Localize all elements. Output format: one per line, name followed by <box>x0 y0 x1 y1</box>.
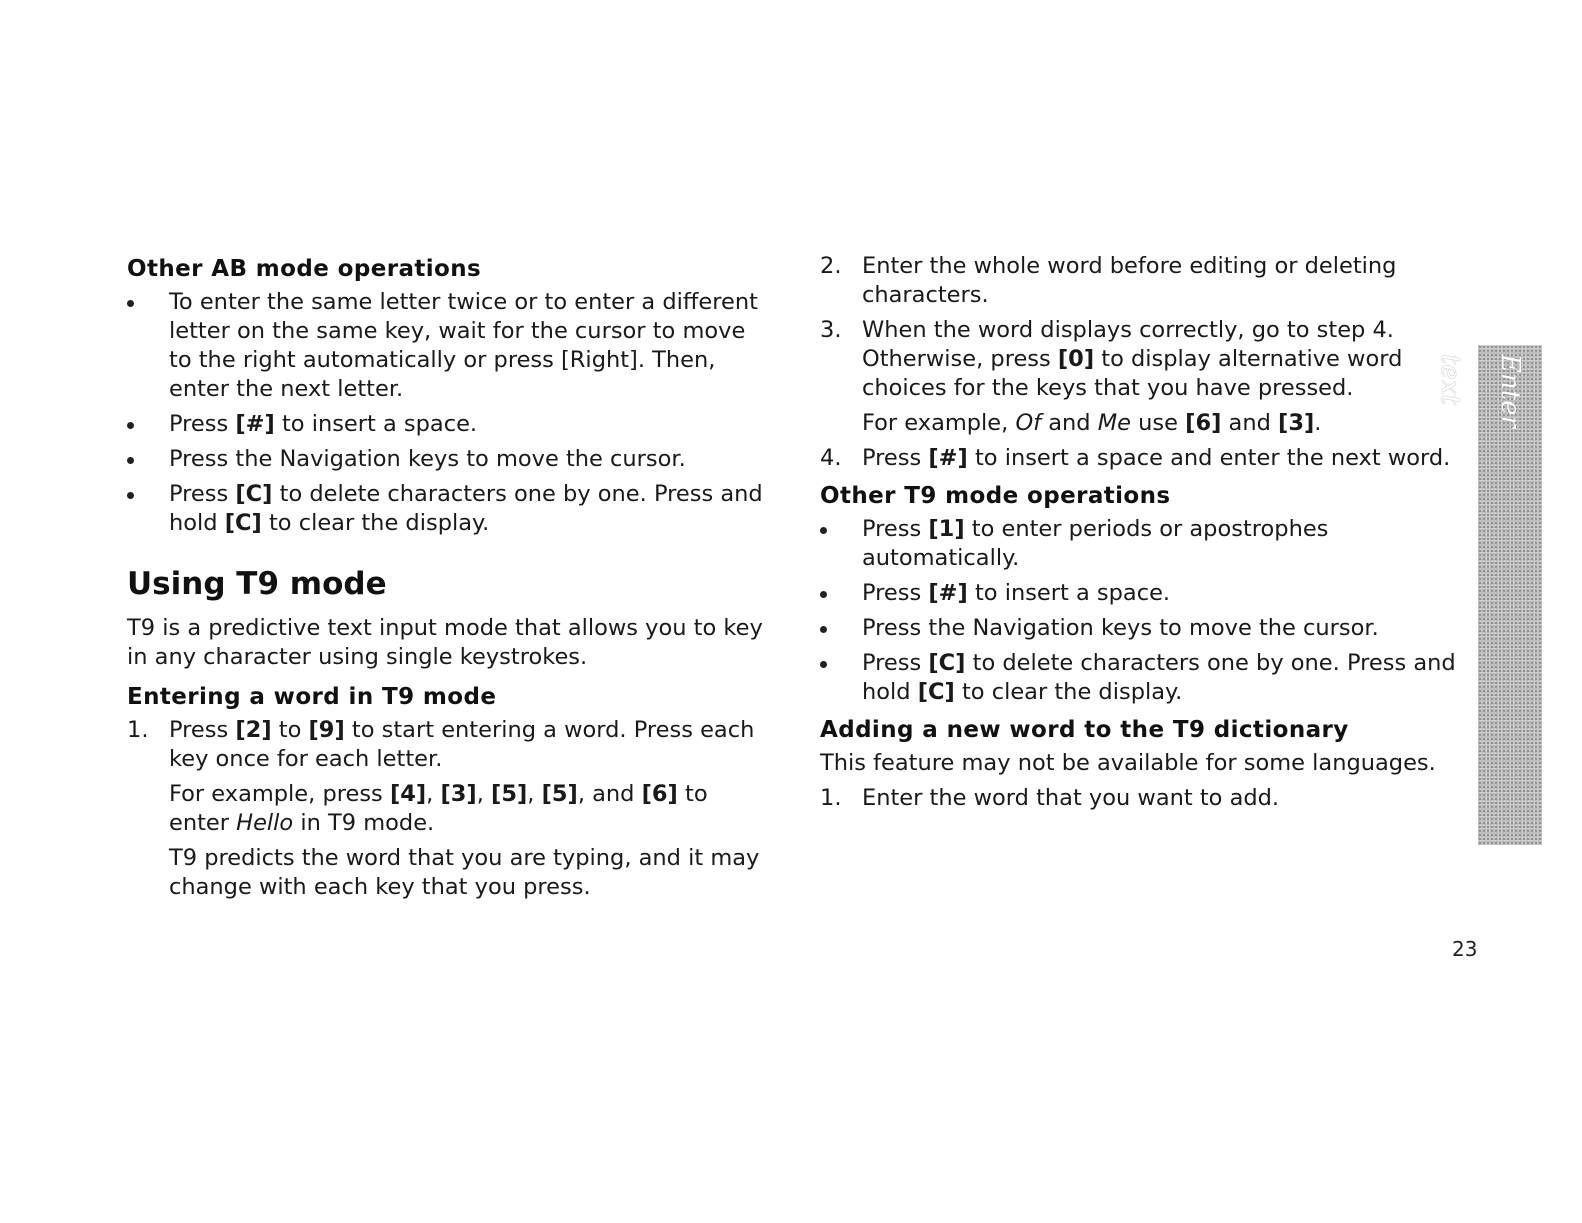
example-text: For example, <box>862 410 1016 436</box>
step-text: to <box>271 717 309 743</box>
step-example <box>169 780 767 838</box>
bullet-icon <box>127 492 134 499</box>
key-4: [4] <box>389 781 427 807</box>
list-item <box>820 784 1460 813</box>
key-0: [0] <box>1057 346 1095 372</box>
step-text: Enter the whole word before editing or deleting characters. <box>862 253 1397 308</box>
t9-ops-heading: Other T9 mode operations <box>820 483 1171 509</box>
t9-intro: T9 is a predictive text input mode that allows you to key in any character using single keystrokes. <box>127 615 763 670</box>
list-item <box>127 480 767 538</box>
key-hash: [#] <box>928 445 968 471</box>
list-item <box>820 252 1460 310</box>
key-5: [5] <box>491 781 528 807</box>
bullet-icon <box>820 527 827 534</box>
bullet-icon <box>820 626 827 633</box>
example-text: , <box>476 781 492 807</box>
dictionary-steps <box>820 784 1460 813</box>
bullet-text: to delete characters one by one. Press and hold <box>169 481 763 536</box>
key-c: [C] <box>235 481 273 507</box>
example-word: Me <box>1097 410 1132 436</box>
example-text: , and <box>577 781 642 807</box>
step-number: 2. <box>820 253 842 279</box>
step-text: to display alternative word choices for the keys that you have pressed. <box>862 346 1403 401</box>
key-c: [C] <box>917 679 955 705</box>
bullet-text: to delete characters one by one. Press and hold <box>862 650 1456 705</box>
step-text: to insert a space and enter the next word. <box>967 445 1451 471</box>
dictionary-note: This feature may not be available for some languages. <box>820 750 1436 776</box>
chapter-tab-label: Enter text <box>1435 354 1525 428</box>
entering-steps <box>127 716 767 902</box>
step-number: 1. <box>127 717 149 743</box>
bullet-text: to clear the display. <box>261 510 490 536</box>
dictionary-heading: Adding a new word to the T9 dictionary <box>820 717 1349 743</box>
key-6: [6] <box>641 781 678 807</box>
key-c: [C] <box>928 650 966 676</box>
step-text: to start entering a word. Press each key once for each letter. <box>169 717 755 772</box>
list-item <box>820 649 1460 707</box>
bullet-text: To enter the same letter twice or to enter a different letter on the same key, wait for the cursor to move to the right automatically or press [Right]. Then, enter the next letter. <box>169 289 758 402</box>
bullet-icon <box>127 457 134 464</box>
key-5: [5] <box>541 781 578 807</box>
step-number: 3. <box>820 317 842 343</box>
left-column <box>127 256 767 908</box>
example-text: use <box>1131 410 1186 436</box>
example-text: in T9 mode. <box>293 810 435 836</box>
example-text: and <box>1221 410 1279 436</box>
list-item <box>127 716 767 902</box>
list-item <box>127 445 767 474</box>
example-text: . <box>1314 410 1322 436</box>
step-predict-note: T9 predicts the word that you are typing, and it may change with each key that you press. <box>169 845 760 900</box>
bullet-text: to enter periods or apostrophes automatically. <box>862 516 1329 571</box>
key-6: [6] <box>1185 410 1222 436</box>
bullet-text: to insert a space. <box>967 580 1171 606</box>
bullet-icon <box>127 422 134 429</box>
step-text: Enter the word that you want to add. <box>862 785 1280 811</box>
step-example <box>862 409 1460 438</box>
key-1: [1] <box>928 516 965 542</box>
bullet-text: Press <box>169 481 236 507</box>
key-9: [9] <box>308 717 345 743</box>
list-item <box>820 515 1460 573</box>
step-text: Press <box>169 717 236 743</box>
ab-mode-heading: Other AB mode operations <box>127 256 482 282</box>
example-word: Of <box>1015 410 1042 436</box>
example-word: Hello <box>236 810 294 836</box>
ab-mode-bullets <box>127 288 767 538</box>
entering-word-heading: Entering a word in T9 mode <box>127 684 497 710</box>
list-item <box>127 410 767 439</box>
list-item <box>820 579 1460 608</box>
key-c: [C] <box>224 510 262 536</box>
step-number: 4. <box>820 445 842 471</box>
list-item <box>127 288 767 404</box>
t9-ops-bullets <box>820 515 1460 707</box>
bullet-text: Press the Navigation keys to move the cursor. <box>169 446 686 472</box>
step-text: When the word displays correctly, go to step 4. Otherwise, press <box>862 317 1394 372</box>
bullet-text: Press <box>862 516 929 542</box>
list-item <box>820 444 1460 473</box>
continued-steps <box>820 252 1460 473</box>
list-item <box>820 614 1460 643</box>
bullet-icon <box>820 591 827 598</box>
page-number: 23 <box>1452 937 1478 961</box>
key-2: [2] <box>235 717 272 743</box>
bullet-text: Press the Navigation keys to move the cursor. <box>862 615 1379 641</box>
bullet-icon <box>820 661 827 668</box>
step-text: Press <box>862 445 929 471</box>
example-text: , <box>426 781 441 807</box>
example-text: , <box>527 781 542 807</box>
bullet-text: to clear the display. <box>954 679 1183 705</box>
key-3: [3] <box>440 781 477 807</box>
list-item <box>820 316 1460 438</box>
bullet-text: Press <box>169 411 236 437</box>
bullet-text: to insert a space. <box>274 411 478 437</box>
bullet-text: Press <box>862 580 929 606</box>
key-hash: [#] <box>235 411 275 437</box>
t9-section-title: Using T9 mode <box>127 566 387 602</box>
key-hash: [#] <box>928 580 968 606</box>
example-text: to enter <box>169 781 708 836</box>
key-3: [3] <box>1278 410 1315 436</box>
bullet-icon <box>127 300 134 307</box>
example-text: and <box>1041 410 1098 436</box>
right-column <box>820 252 1460 819</box>
bullet-text: Press <box>862 650 929 676</box>
example-text: For example, press <box>169 781 390 807</box>
step-number: 1. <box>820 785 842 811</box>
